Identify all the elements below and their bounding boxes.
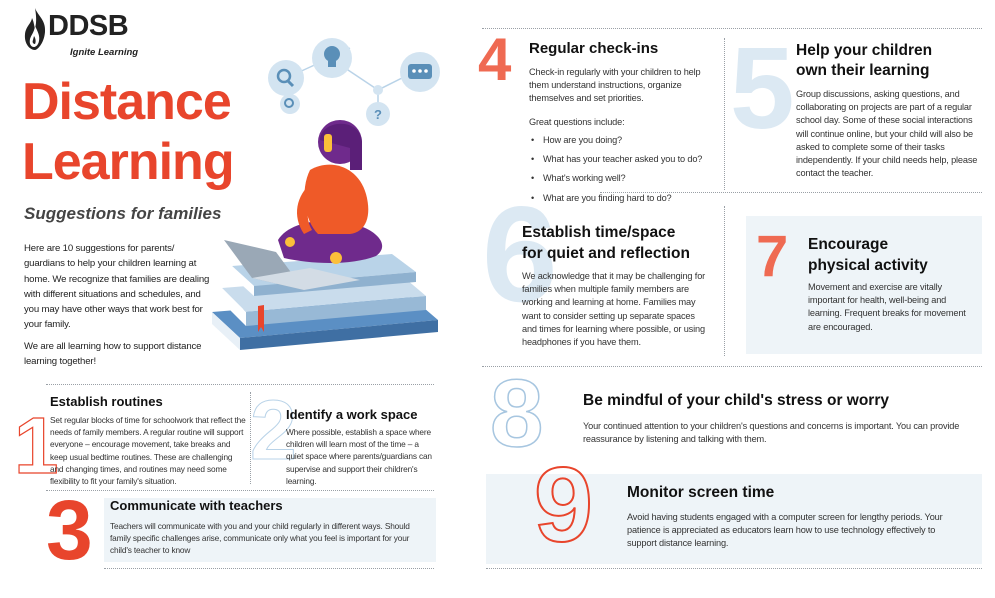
tip-number: 8: [490, 360, 544, 467]
divider: [46, 384, 434, 385]
tip-title: Establish time/space: [522, 224, 676, 241]
tip-text: Avoid having students engaged with a computer screen for lengthy periods. Your patience is appreciated as educators learn how to use technology effectively to support distance learning.: [627, 512, 943, 549]
divider: [482, 366, 982, 367]
list-item: • What has your teacher asked you to do?: [527, 153, 727, 166]
divider: [600, 192, 982, 193]
divider: [486, 568, 982, 569]
tip-title: physical activity: [808, 257, 928, 274]
tip-title: Regular check-ins: [529, 40, 659, 57]
tip-title: Communicate with teachers: [110, 498, 283, 513]
intro-paragraph: Here are 10 suggestions for parents/ guardians to help your children learning at home. We recognize that families are dealing with different situations and schedules, and you may have other ways that work best for your family.: [24, 243, 210, 331]
tip-text: Where possible, establish a space where children will learn most of the time – a quiet space where parents/guardians can supervise and support their children's learning.: [286, 427, 432, 486]
student-figure: [278, 120, 382, 264]
tip-text: Your continued attention to your children's questions and concerns is important. You can provide reassurance by listening and talking with them.: [583, 421, 960, 445]
page-title-line2: Learning: [22, 133, 234, 191]
divider: [46, 490, 434, 491]
tip-title: Monitor screen time: [627, 484, 775, 501]
divider: [724, 206, 725, 356]
tip-title: Identify a work space: [286, 407, 418, 422]
tip-title: for quiet and reflection: [522, 245, 690, 262]
tip-title: Establish routines: [50, 394, 163, 409]
student-illustration: [200, 20, 440, 350]
tip-number: 2: [250, 383, 297, 477]
tip-number: 6: [482, 178, 558, 330]
tip-number: 1: [14, 401, 53, 490]
brand-logo: [22, 6, 152, 62]
tip-text: Set regular blocks of time for schoolwork that reflect the needs of family members. A regular routine will support everyone – encourage movement, take breaks and keep usual bedtime routines. These are challenging and changing times, and routines may need some flexibility to fit your family's situation.: [50, 415, 246, 487]
tip-number: 5: [730, 23, 795, 153]
divider: [104, 568, 434, 569]
tip-text: Movement and exercise are vitally important for health, well-being and learning. Frequent breaks for movement are encouraged.: [808, 282, 966, 332]
tip-number: 3: [46, 483, 93, 577]
questions-label: Great questions include:: [529, 117, 625, 127]
flame-icon: [22, 6, 48, 52]
list-item: • What's working well?: [527, 172, 727, 185]
intro-closing: We are all learning how to support distance learning together!: [24, 341, 202, 368]
svg-text:?: ?: [374, 107, 382, 122]
lightbulb-icon: [312, 38, 352, 78]
chat-icon: [400, 52, 440, 92]
brand-name: DDSB: [48, 10, 129, 42]
search-icon-small: [280, 94, 300, 114]
tip-number: 9: [534, 446, 593, 564]
page-subtitle: Suggestions for families: [24, 204, 222, 223]
list-item: • How are you doing?: [527, 134, 727, 147]
tip-title: own their learning: [796, 62, 930, 79]
page-title-line1: Distance: [22, 73, 231, 131]
tip-number: 7: [756, 224, 789, 289]
tip-text: Teachers will communicate with you and your child regularly in different ways. Should family specific challenges arise, communicate only what you feel is important for your child's teacher to know: [110, 521, 410, 556]
tip-number: 4: [478, 26, 512, 93]
tip-text: We acknowledge that it may be challenging for families when multiple family members are working and learning at home. Families may want to consider setting up separate spaces and times for learning where possible, or using headphones if you have them.: [522, 271, 706, 348]
tip-title: Be mindful of your child's stress or worry: [583, 392, 889, 409]
tip-text: Group discussions, asking questions, and collaborating on projects are part of a regular school day. Some of these social interactions will continue online, but your child will also be asked to complete some of their tasks independently. If your child needs help, please contact the teacher.: [796, 89, 978, 179]
tip-text: Check-in regularly with your children to help them understand instructions, organize themselves and set priorities.: [529, 67, 701, 104]
search-icon: [268, 60, 304, 96]
brand-tagline: Ignite Learning: [70, 47, 139, 58]
tip-title: Encourage: [808, 236, 889, 253]
list-item: • What are you finding hard to do?: [527, 192, 727, 205]
question-icon: [366, 85, 390, 126]
tip-title: Help your children: [796, 42, 933, 59]
